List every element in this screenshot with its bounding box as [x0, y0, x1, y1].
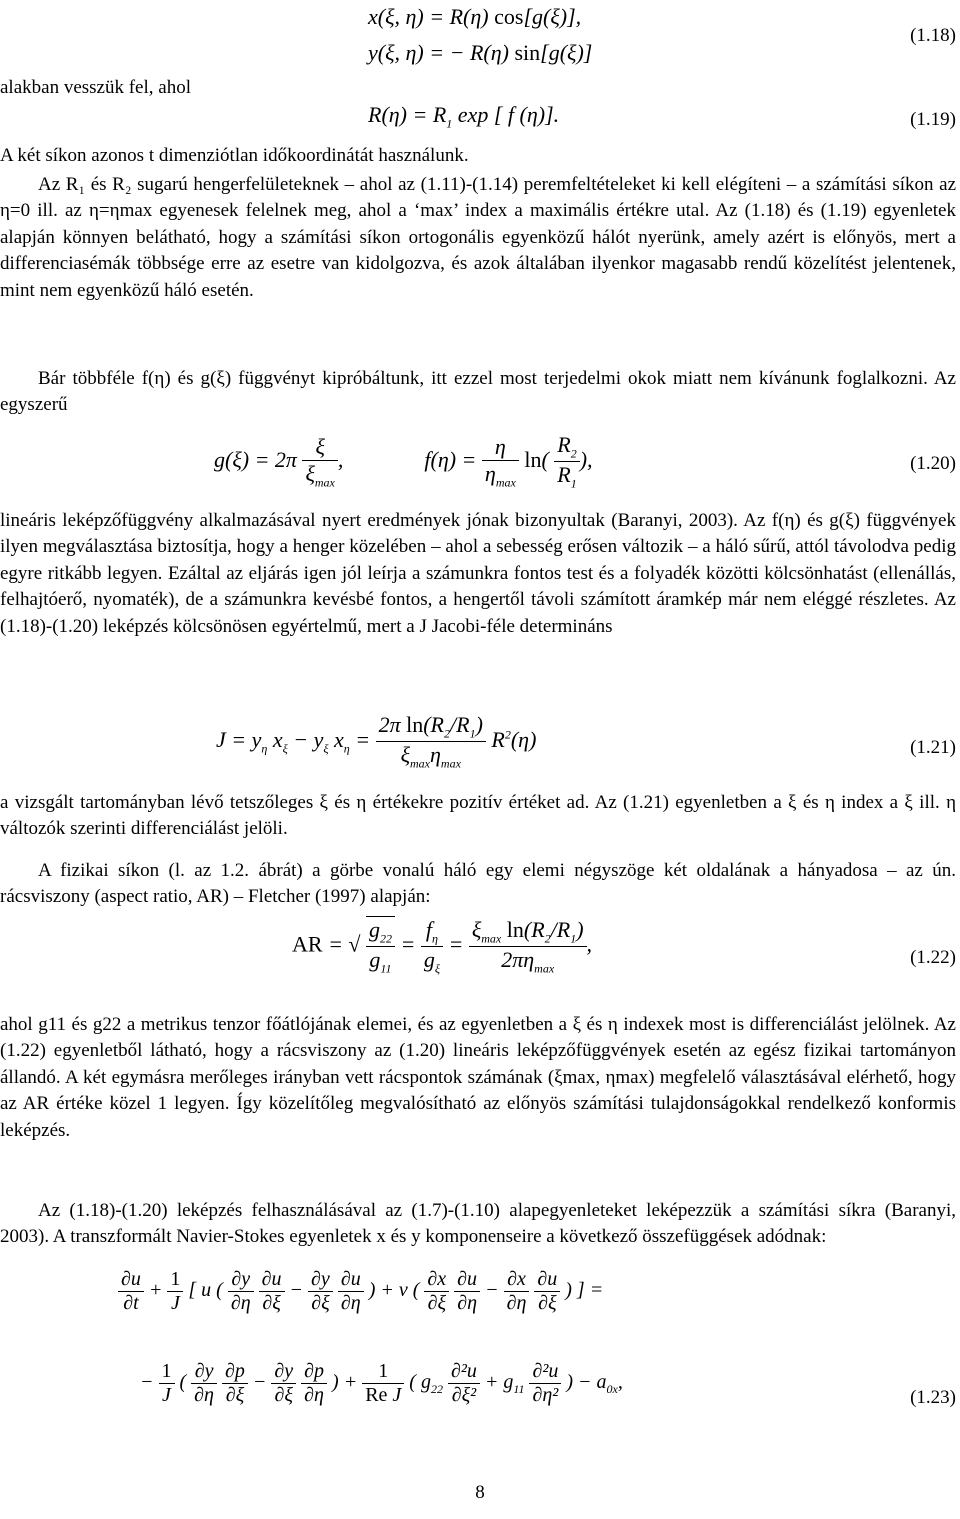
- paragraph-5: a vizsgált tartományban lévő tetszőleges ξ és η értékekre pozitív értéket ad. Az (1.21) egyenletben a ξ és η index a ξ ill. η változók szerinti differenciálást jelöli.: [0, 792, 956, 840]
- page-number: 8: [475, 1482, 485, 1503]
- paragraph-2: Az R₁ és R₂ sugarú hengerfelületeknek – ahol az (1.11)-(1.14) peremfeltételeket ki kell elégíteni – a számítási síkon az η=0 ill. az η=ηmax egyenesek felelnek meg, ahol a ‘max’ index a maximális értékre utal. Az (1.18) és (1.19) egyenletek alapján könnyen belátható, hogy a számítási síkon ortogonális egyenközű hálót nyerünk, amely azért is előnyös, mert a differenciasémák többsége erre az esetre van kidolgozva, és azok általában ilyenkor magasabb rendű közelítést jelentenek, mint nem egyenközű háló esetén.: [0, 174, 956, 301]
- equation-number-1-18: (1.18): [910, 25, 956, 46]
- paragraph-4: lineáris leképzőfüggvény alkalmazásával nyert eredmények jónak bizonyultak (Baranyi, 2003). Az f(η) és g(ξ) függvények ilyen megválasztása biztosítja, hogy a henger közelében – ahol a sebesség erősen változik – a háló sűrű, attól távolodva pedig egyre ritkább legyen. Ezáltal az eljárás igen jól leírja a számunkra fontos test és a folyadék közötti kölcsönhatást (ellenállás, felhajtóerő, nyomaték), de a számunkra kevésbé fontos, a hengertől távoli számított áramkép már nem eléggé részletes. Az (1.18)-(1.20) leképzés kölcsönösen egyértelmű, mert a J Jacobi-féle determináns: [0, 510, 956, 637]
- equation-number-1-22: (1.22): [910, 947, 956, 968]
- equation-1-22: AR = √ $\frac{g_{22}}{g_{11}}$ = $\frac{f_\eta}{g_\xi}$ = $\frac{\xi_{max} \ln(R_2/R_1)}{2\pi\eta_{max}}$ ,: [292, 916, 593, 976]
- equation-1-18-line2: y(ξ, η) = − R(η) sin[g(ξ)]: [368, 40, 593, 65]
- paragraph-7: ahol g11 és g22 a metrikus tenzor főátlójának elemei, és az egyenletben a ξ és η indexek most is differenciálást jelölnek. Az (1.22) egyenletből látható, hogy a rácsviszony az (1.20) lineáris leképzőfüggvények esetén az egész fizikai tartományon állandó. A két egymásra merőleges irányban vett rácspontok számának (ξmax, ηmax) megfelelő választásával elérhető, hogy az AR értéke közel 1 legyen. Így közelítőleg megvalósítható az előnyös számítási tulajdonságokkal rendelkező konformis leképzés.: [0, 1014, 956, 1141]
- equation-1-21: $J = y_\eta$ $x_\xi - y_\xi$ $x_\eta$ = $\frac{2\pi \ln(R_2/R_1)}{\xi_{max}\eta_{max}}$ $R^2(\eta)$: [216, 712, 537, 771]
- paragraph-1: A két síkon azonos t dimenziótlan időkoordinátát használunk.: [0, 145, 469, 166]
- paragraph-3: Bár többféle f(η) és g(ξ) függvényt kipróbáltunk, itt ezzel most terjedelmi okok miatt nem kívánunk foglalkozni. Az egyszerű: [0, 368, 956, 416]
- paragraph-8: Az (1.18)-(1.20) leképzés felhasználásával az (1.7)-(1.10) alapegyenleteket leképezzük a számítási síkra (Baranyi, 2003). A transzformált Navier-Stokes egyenletek x és y komponenseire a következő összefüggések adódnak:: [0, 1200, 956, 1248]
- equation-1-23-line1: $\frac{\partial u}{\partial t}$ + $\frac{1}{J}$ [ u ( $\frac{\partial y}{\partial\eta}$ $\frac{\partial u}{\partial\xi}$ − $\frac{\partial y}{\partial\xi}$ $\frac{\partial u}{\partial\eta}$ ) + v ( $\frac{\partial x}{\partial\xi}$ $\frac{\partial u}{\partial\eta}$ − $\frac{\partial x}{\partial\eta}$ $\frac{\partial u}{\partial\xi}$ ) ] =: [118, 1268, 603, 1315]
- paragraph-6: A fizikai síkon (l. az 1.2. ábrát) a görbe vonalú háló egy elemi négyszöge két oldalának a hányadosa – az ún. rácsviszony (aspect ratio, AR) – Fletcher (1997) alapján:: [0, 860, 956, 908]
- equation-1-23-line2: − $\frac{1}{J}$ ( $\frac{\partial y}{\partial\eta}$ $\frac{\partial p}{\partial\xi}$ − $\frac{\partial y}{\partial\xi}$ $\frac{\partial p}{\partial\eta}$ ) + $\frac{1}{\text{Re J}}$ ( $g_{22}$ $\frac{\text{∂²u}}{\text{∂ξ²}}$ + $g_{11}$ $\frac{\text{∂²u}}{\text{∂η²}}$ ) − $a_{0x}$,: [140, 1360, 623, 1406]
- equation-number-1-23: (1.23): [910, 1387, 956, 1408]
- equation-1-19: $R(\eta) = R_1$ exp [ f (η)].: [368, 102, 560, 131]
- equation-number-1-19: (1.19): [910, 109, 956, 130]
- equation-1-18-line1: x(ξ, η) = R(η) cos[g(ξ)],: [368, 4, 582, 29]
- equation-number-1-21: (1.21): [910, 737, 956, 758]
- equation-number-1-20: (1.20): [910, 453, 956, 474]
- equation-1-20: g(ξ) = 2π $\frac{\xi}{\xi_{max}}$ , f(η) = $\frac{\eta}{\eta_{max}}$ ln( $\frac{R_2}{R_1}$ ),: [214, 432, 593, 491]
- text-after-1-18: alakban vesszük fel, ahol: [0, 77, 191, 98]
